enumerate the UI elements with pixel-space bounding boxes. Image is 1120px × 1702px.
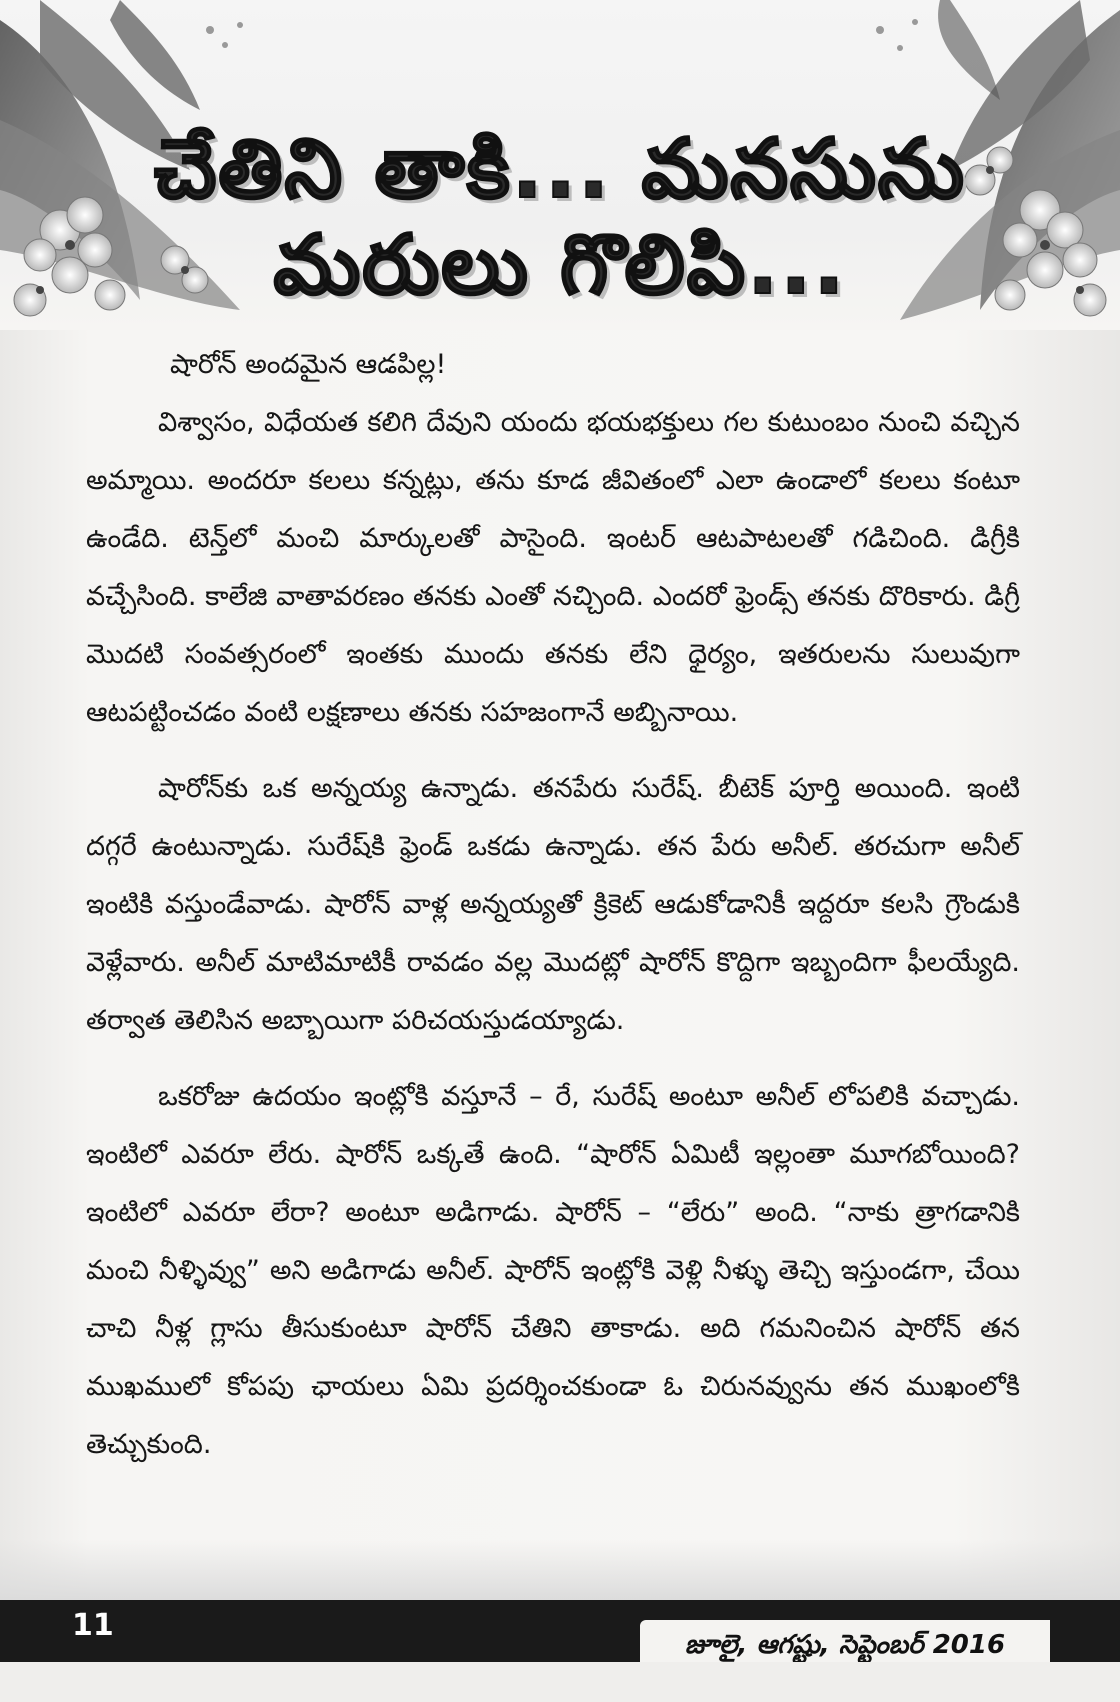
opening-sentence: షారోన్ అందమైన ఆడపిల్ల! bbox=[170, 349, 447, 380]
article-paragraph-3 bbox=[86, 1068, 1020, 1474]
paragraph-1-text: విశ్వాసం, విధేయత కలిగి దేవుని యందు భయభక్తులు గల కుటుంబం నుంచి వచ్చిన అమ్మాయి. అందరూ కలలు కన్నట్లు, తను కూడ జీవితంలో ఎలా ఉండాలో కలలు కంటూ ఉండేది. టెన్త్‌లో మంచి మార్కులతో పాసైంది. ఇంటర్ ఆటపాటలతో గడిచింది. డిగ్రీకి వచ్చేసింది. కాలేజి వాతావరణం తనకు ఎంతో నచ్చింది. ఎందరో ఫ్రెండ్స్ తనకు దొరికారు. డిగ్రీ మొదటి సంవత్సరంలో ఇంతకు ముందు తనకు లేని ధైర్యం, ఇతరులను సులువుగా ఆటపట్టించడం వంటి లక్షణాలు తనకు సహజంగానే అబ్బినాయి. bbox=[86, 407, 1020, 728]
article-title-line-1: చేతిని తాకి... మనసును bbox=[154, 122, 966, 217]
paragraph-2-text: షారోన్‌కు ఒక అన్నయ్య ఉన్నాడు. తనపేరు సురేష్. బీటెక్ పూర్తి అయింది. ఇంటి దగ్గరే ఉంటున్నాడు. సురేష్‌కి ఫ్రెండ్ ఒకడు ఉన్నాడు. తన పేరు అనీల్. తరచుగా అనీల్ ఇంటికి వస్తుండేవాడు. షారోన్ వాళ్ల అన్నయ్యతో క్రికెట్ ఆడుకోడానికీ ఇద్దరూ కలసి గ్రౌండుకి వెళ్లేవారు. అనీల్ మాటిమాటికీ రావడం వల్ల మొదట్లో షారోన్ కొద్దిగా ఇబ్బందిగా ఫీలయ్యేది. తర్వాత తెలిసిన అబ్బాయిగా పరిచయస్తుడయ్యాడు. bbox=[86, 773, 1020, 1036]
paragraph-3-text: ఒకరోజు ఉదయం ఇంట్లోకి వస్తూనే – రే, సురేష్ అంటూ అనీల్ లోపలికి వచ్చాడు. ఇంటిలో ఎవరూ లేరు. షారోన్ ఒక్కతే ఉంది. “షారోన్ ఏమిటీ ఇల్లంతా మూగబోయింది? ఇంటిలో ఎవరూ లేరా? అంటూ అడిగాడు. షారోన్ – “లేరు” అంది. “నాకు త్రాగడానికి మంచి నీళ్ళివ్వు” అని అడిగాడు అనీల్. షారోన్ ఇంట్లోకి వెళ్లి నీళ్ళు తెచ్చి ఇస్తుండగా, చేయి చాచి నీళ్ల గ్లాసు తీసుకుంటూ షారోన్ చేతిని తాకాడు. అది గమనించిన షారోన్ తన ముఖములో కోపపు ఛాయలు ఏమి ప్రదర్శించకుండా ఓ చిరునవ్వును తన ముఖంలోకి తెచ్చుకుంది. bbox=[86, 1081, 1020, 1460]
article-paragraph-2 bbox=[86, 760, 1020, 1050]
floral-header-banner bbox=[0, 0, 1120, 330]
bottom-margin bbox=[0, 1662, 1120, 1702]
article-opening-line bbox=[86, 336, 1020, 394]
page-number: 11 bbox=[72, 1608, 114, 1643]
article-paragraph-1 bbox=[86, 394, 1020, 742]
footer-fade bbox=[0, 1540, 1120, 1600]
article-title-line-2: మరులు గొలిపి... bbox=[273, 218, 847, 313]
article-body bbox=[86, 336, 1020, 1474]
issue-date: జూలై, ఆగష్టు, సెప్టెంబర్ 2016 bbox=[640, 1620, 1050, 1670]
